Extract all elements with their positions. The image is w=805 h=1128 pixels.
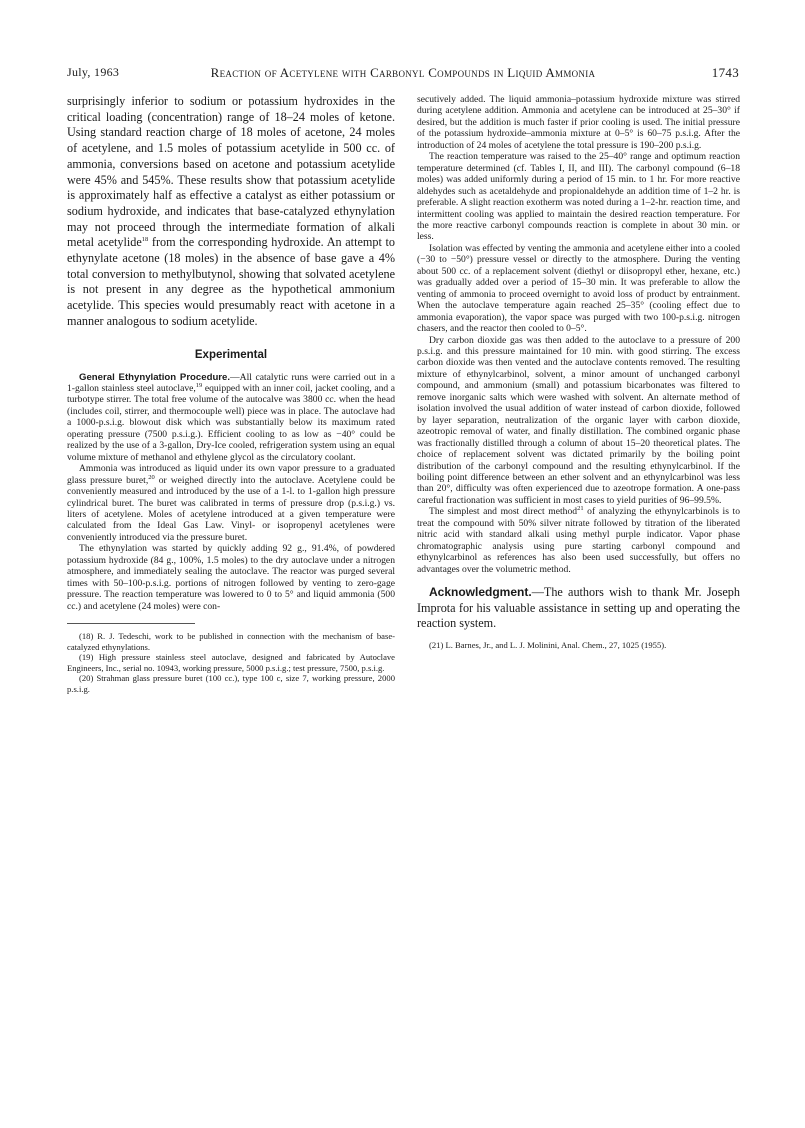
procedure-paragraph-3: The ethynylation was started by quickly adding 92 g., 91.4%, of powdered potassium hydroxide (84 g., 100%, 1.5 moles) to the dry autoclave under a nitrogen atmosphere, and immediately sealing the autoclave. The reactor was purged several times with 50–100-p.s.i.g. portions of nitrogen followed by venting to zero-gage pressure. The reaction temperature was lowered to 0 to 5° and liquid ammonia (500 cc.) and acetylene (24 moles) were con- <box>67 543 395 612</box>
right-p5-a: The simplest and most direct method <box>429 506 578 518</box>
procedure-p1-a: —All catalytic runs were carried out in a 1-gallon stainless steel autoclave, <box>67 371 395 394</box>
footnote-21: (21) L. Barnes, Jr., and L. J. Molinini, Anal. Chem., 27, 1025 (1955). <box>429 640 667 651</box>
procedure-heading: General Ethynylation Procedure. <box>79 371 231 383</box>
footnote-19: (19) High pressure stainless steel autoclave, designed and fabricated by Autoclave Engineers, Inc., serial no. 10943, working pressure, 5000 p.s.i.g.; test pressure, 7500, p.s.i.g. <box>67 652 395 673</box>
right-paragraph-3: Isolation was effected by venting the ammonia and acetylene either into a cooled (−30 to −50°) pressure vessel or directly to the atmosphere. During the venting about 500 cc. of a replacement solvent (diethyl or diisopropyl ether, hexane, etc.) was gradually added over a period of 15–30 min. It was preferable to allow the venting of ammonia to proceed overnight to avoid loss of product by entrainment. When the autoclave temperature again reached 25–35° (cooling effect due to ammonia evaporation), the vapor space was purged with two 100-p.s.i.g. nitrogen chasers, and the reactor then cooled to 0–5°. <box>417 242 740 335</box>
acknowledgment <box>417 585 740 632</box>
footnote-18: (18) R. J. Tedeschi, work to be published in connection with the mechanism of base-catalyzed ethynylations. <box>67 631 395 652</box>
procedure-p2-a: Ammonia was introduced as liquid under its own vapor pressure to a graduated glass pressure buret, <box>67 463 395 486</box>
header-title: Reaction of Acetylene with Carbonyl Compounds in Liquid Ammonia <box>210 65 596 80</box>
intro-paragraph <box>67 94 395 330</box>
right-p5-b: of analyzing the ethynylcarbinols is to treat the compound with 50% silver nitrate followed by titration of the liberated nitric acid with standard alkali using methyl purple indicator. Vapor phase chromatographic analysis using pure starting carbonyl compound and ethynylcarbinol as references has also been used successfully, but offers no advantages over the volumetric method. <box>417 506 741 575</box>
procedure-p1-b: equipped with an inner coil, jacket cooling, and a turbotype stirrer. The total free volume of the autocalve was 3800 cc. when the head (includes coil, stirrer, and thermocouple well) piece was in place. The autoclave had a 1000-p.s.i.g. blowout disk which was substantially below its maximum rated operating pressure (7500 p.s.i.g.). Efficient cooling to as low as −40° could be realized by the use of a 3-gallon, Dry-Ice cooled, refrigeration system using an equal volume mixture of methanol and ethylene glycol as the circulatory coolant. <box>67 383 395 463</box>
header-date: July, 1963 <box>67 65 120 79</box>
procedure-paragraph-1 <box>67 372 395 464</box>
right-paragraph-1: secutively added. The liquid ammonia–potassium hydroxide mixture was stirred during acetylene addition. Ammonia and acetylene can be introduced at 25–30° if desired, but the addition is much faster if prior cooling is used. The initial pressure of the potassium hydroxide–ammonia mixture at 0–5° is 60–75 p.s.i.g. After the introduction of 24 moles of acetylene the total pressure is 190–200 p.s.i.g. <box>417 94 740 151</box>
intro-text: surprisingly inferior to sodium or potassium hydroxides in the critical loading (concentration) range of 18–24 moles of ketone. Using standard reaction charge of 18 moles of acetone, 24 moles of acetylene, and 1.5 moles of potassium acetylide in 500 cc. of ammonia, conversions based on acetone and potassium acetylide were 45% and 545%. These results show that potassium acetylide is approximately half as effective a catalyst as either potassium or sodium hydroxide, and indicates that base-catalyzed ethynylation may not proceed through the intermediate formation of alkali metal acetylide <box>67 94 395 250</box>
running-header <box>67 65 739 81</box>
ref-18: 18 <box>141 236 149 244</box>
right-paragraph-4: Dry carbon dioxide gas was then added to the autoclave to a pressure of 200 p.s.i.g. and this pressure maintained for 10 min. with good stirring. The excess carbon dioxide was then vented and the autoclave contents removed. The resulting mixture of ethynylcarbinol, solvent, a minor amount of unchanged carbonyl compound, and ammonium (small) and potassium bicarbonates was filtered to remove inorganic salts which were washed with solvent. An alternate method of isolation involved the usual addition of water instead of carbon dioxide, followed by layer separation, neutralization of the organic layer with carbon dioxide, azeotropic removal of water, and finally distillation. The combined organic phase was fractionally distilled through a column of about 15–20 theoretical plates. The choice of replacement solvent was dictated primarily by the boiling point distribution of the carbonyl compound and the resulting ethynylcarbinol. If the boiling point difference between an ether solvent and an ethynylcarbinol was less than 20°, difficulty was often experienced due to azeotrope formation. A one-pass careful fractionation was sufficient in most cases to yield purities of 96–99.5%. <box>417 334 740 506</box>
section-title-experimental: Experimental <box>194 348 268 361</box>
right-paragraph-2: The reaction temperature was raised to the 25–40° range and optimum reaction temperature determined (cf. Tables I, II, and III). The carbonyl compound (6–18 moles) was added uniformly during a period of 15 min. to 1 hr. For more reactive aldehydes such as acetaldehyde and propionaldehyde an addition time of 1–2 hr. is preferable. A slight reaction exotherm was noted during a 1–2-hr. reaction time, and intermittent cooling was applied to maintain the desired reaction temperature. For the more reactive carbonyl compounds reaction is complete in about 30 min. or less. <box>417 151 740 243</box>
acknowledgment-heading: Acknowledgment. <box>429 585 532 600</box>
right-paragraph-5 <box>417 506 740 575</box>
right-column <box>417 94 740 651</box>
acknowledgment-text: —The authors wish to thank Mr. Joseph Improta for his valuable assistance in setting up and operating the reaction system. <box>417 585 740 631</box>
footnote-divider <box>67 623 195 624</box>
intro-text-tail: from the corresponding hydroxide. An attempt to ethynylate acetone (18 moles) in the absence of base gave a 4% total conversion to methylbutynol, showing that solvated acetylene is not present in any degree as the hypothetical ammonium acetylide. This species would presumably react with acetone in a manner analogous to sodium acetylide. <box>67 235 395 328</box>
ref-20: 20 <box>148 473 155 481</box>
page-number: 1743 <box>711 65 739 80</box>
left-column <box>67 94 395 695</box>
ref-21: 21 <box>577 505 584 513</box>
ref-19: 19 <box>195 381 203 389</box>
footnote-20: (20) Strahman glass pressure buret (100 cc.), type 100 c, size 7, working pressure, 2000 p.s.i.g. <box>67 673 395 695</box>
procedure-p2-b: or weighed directly into the autoclave. Acetylene could be conveniently measured and introduced by the use of a 1-l. to 1-gallon high pressure cylindrical buret. The buret was calibrated in terms of pressure drop (p.s.i.g.) vs. liters of acetylene. Moles of acetylene introduced at a given temperature were calculated from the Ideal Gas Law. Vinyl- or isopropenyl acetylenes were conveniently introduced via the pressure buret. <box>67 474 395 543</box>
procedure-paragraph-2 <box>67 463 395 543</box>
